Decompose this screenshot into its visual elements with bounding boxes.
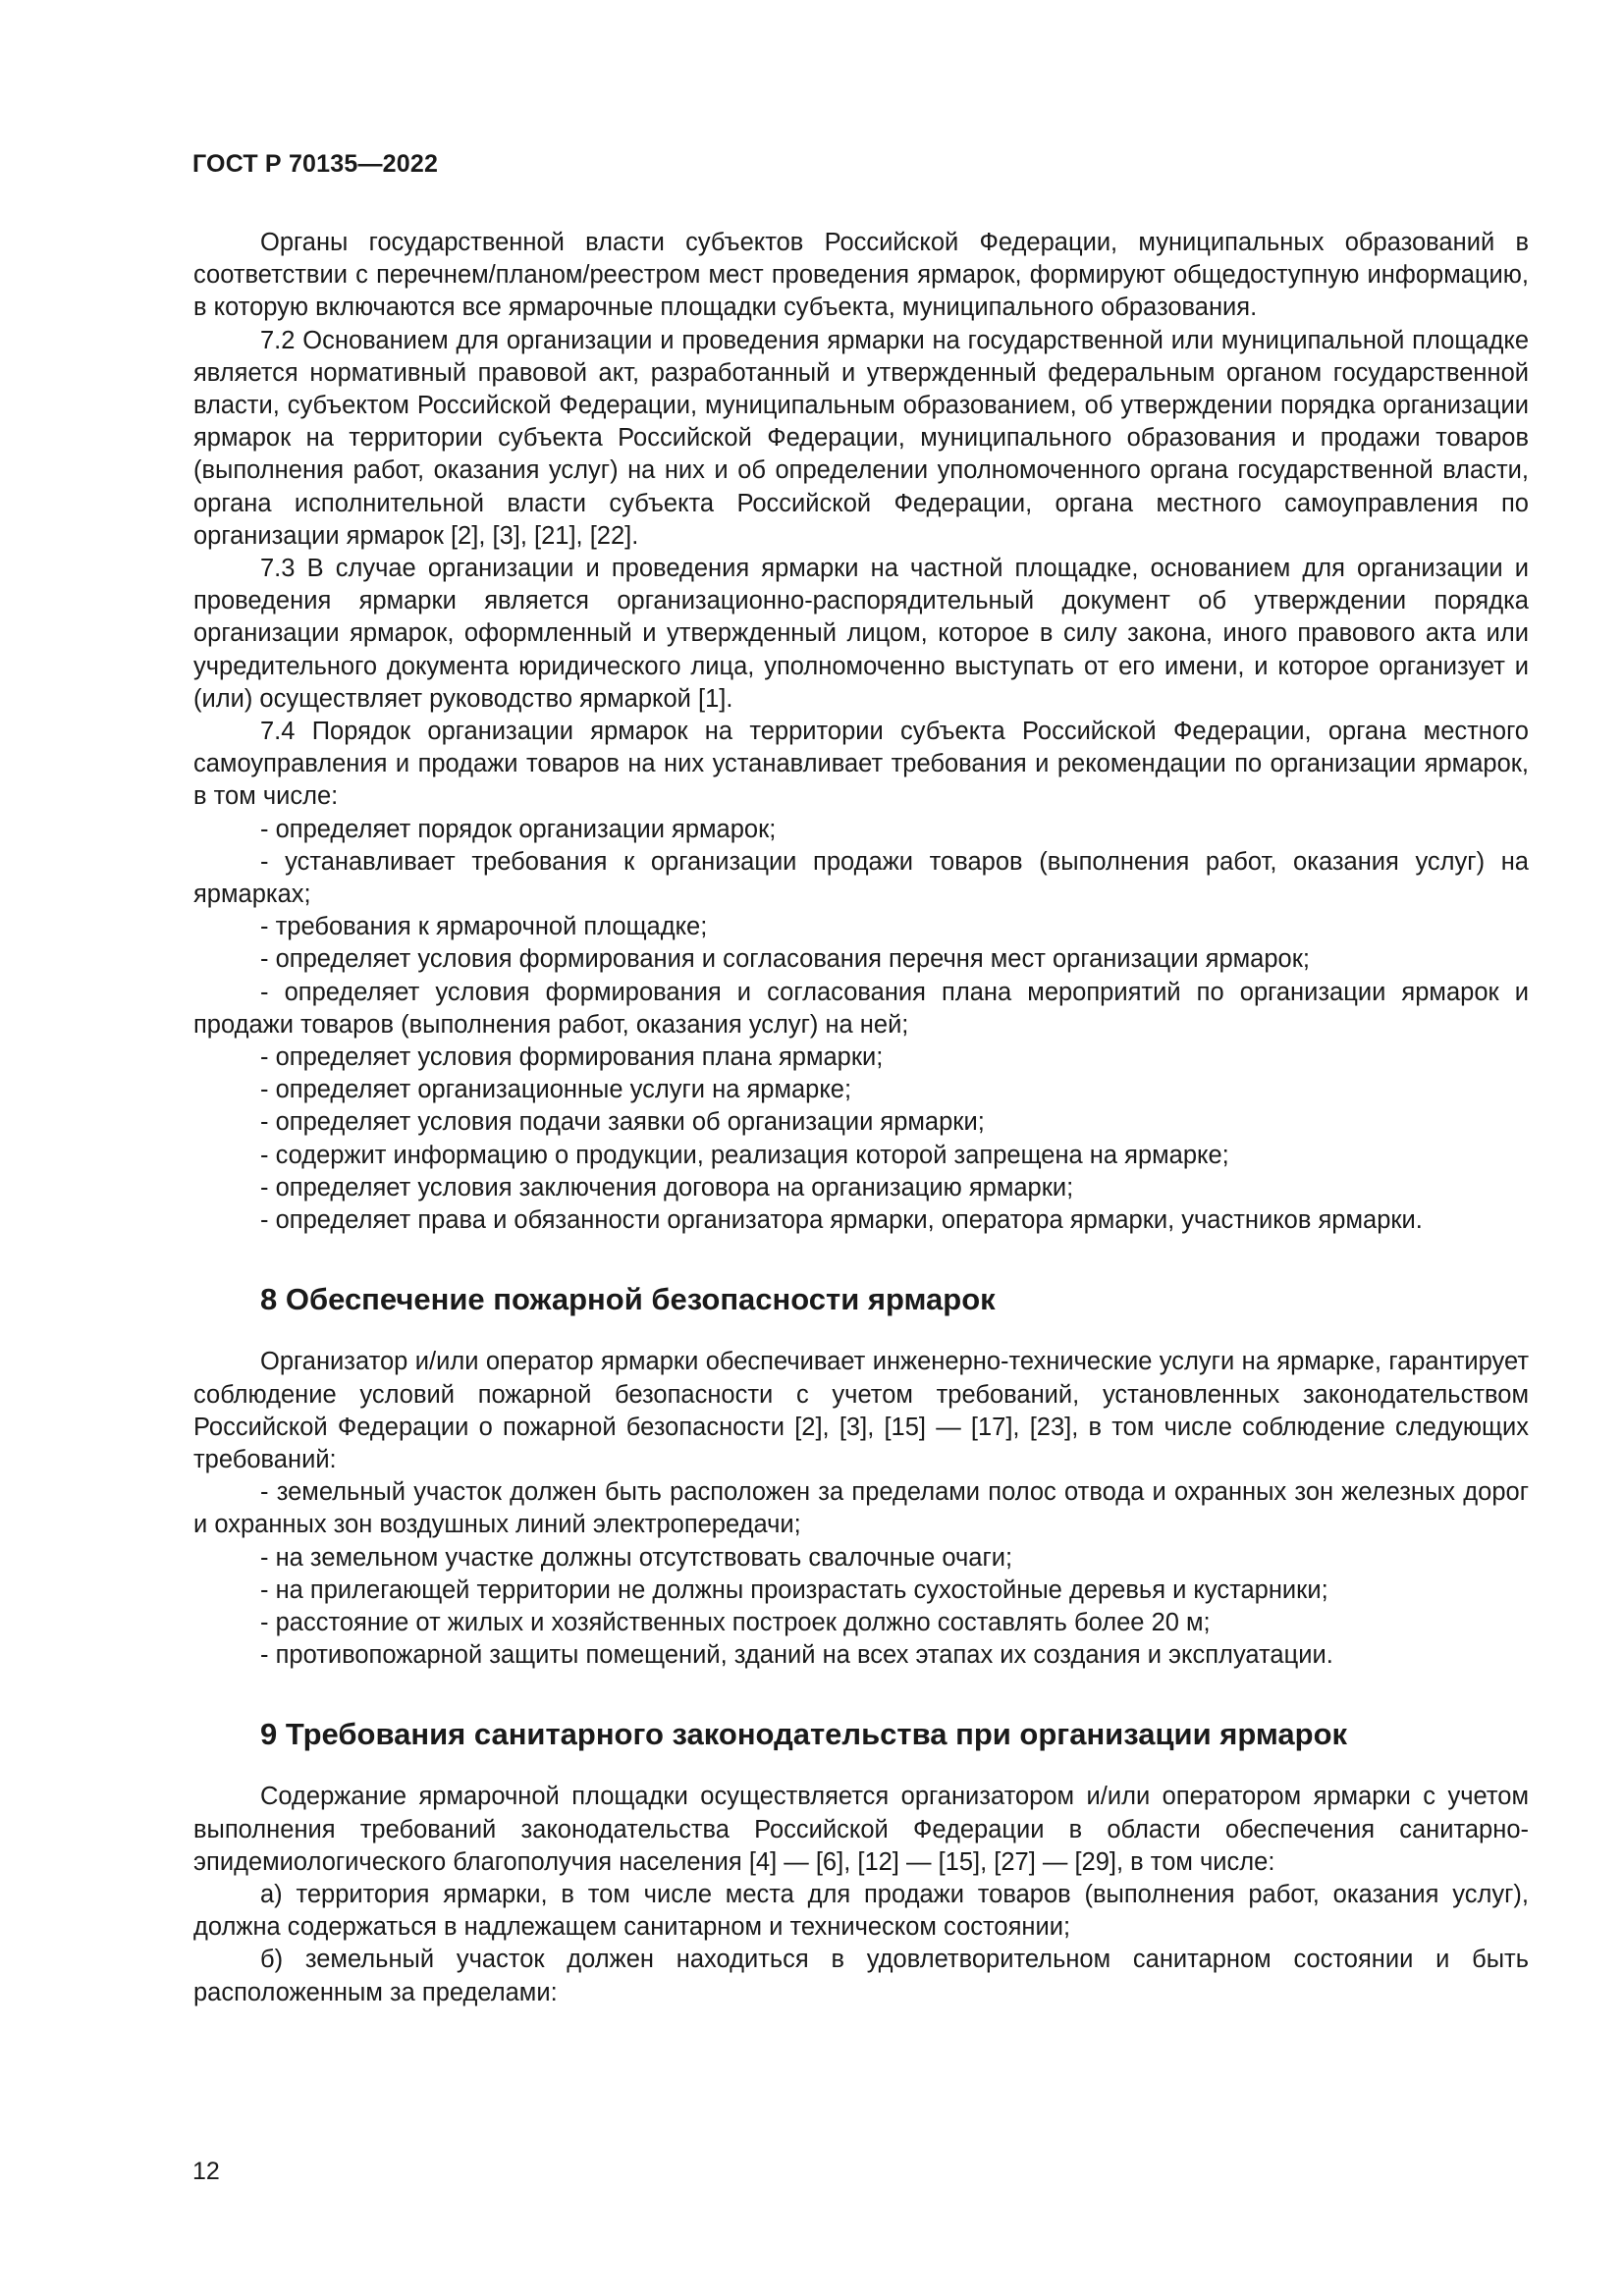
paragraph-7-2: 7.2 Основанием для организации и проведения ярмарки на государственной или муниципальной площадке является нормативный правовой акт, разработанный и утвержденный федеральным органом государственной власти, субъектом Российской Федерации, муниципальным образованием, об утверждении порядка организации ярмарок на территории субъекта Российской Федерации, муниципального образования и продажи товаров (выполнения работ, оказания услуг) на них и об определении уполномоченного органа государственной власти, органа исполнительной власти субъекта Российской Федерации, органа местного самоуправления по организации ярмарок [2], [3], [21], [22].: [193, 326, 1529, 550]
list-item: - земельный участок должен быть расположен за пределами полос отвода и охранных зон железных дорог и охранных зон воздушных линий электропередачи;: [193, 1478, 1529, 1539]
list-item: - определяет условия заключения договора на организацию ярмарки;: [260, 1173, 1074, 1201]
section-9-heading: 9 Требования санитарного законодательства при организации ярмарок: [260, 1717, 1348, 1752]
section-9-intro: Содержание ярмарочной площадки осуществляется организатором и/или оператором ярмарки с учетом выполнения требований законодательства Российской Федерации в области обеспечения санитарно-эпидемиологического благополучия населения [4] — [6], [12] — [15], [27] — [29], в том числе:: [193, 1783, 1529, 1876]
list-item: - содержит информацию о продукции, реализация которой запрещена на ярмарке;: [260, 1141, 1229, 1169]
list-item: б) земельный участок должен находиться в удовлетворительном санитарном состоянии и быть расположенным за пределами:: [193, 1946, 1529, 2006]
section-8-list: [193, 1476, 1529, 1672]
list-item: - определяет условия подачи заявки об организации ярмарки;: [260, 1108, 985, 1137]
paragraph-intro: Органы государственной власти субъектов Российской Федерации, муниципальных образований в соответствии с перечнем/планом/реестром мест проведения ярмарок, формируют общедоступную информацию, в которую включаются все ярмарочные площадки субъекта, муниципального образования.: [193, 229, 1529, 322]
list-item: - на прилегающей территории не должны произрастать сухостойные деревья и кустарники;: [260, 1575, 1328, 1604]
section-8-intro: Организатор и/или оператор ярмарки обеспечивает инженерно-технические услуги на ярмарке, гарантирует соблюдение условий пожарной безопасности с учетом требований, установленных законодательством Российской Федерации о пожарной безопасности [2], [3], [15] — [17], [23], в том числе соблюдение следующих требований:: [193, 1348, 1529, 1473]
page-number: 12: [192, 2158, 220, 2185]
paragraph-7-4: 7.4 Порядок организации ярмарок на территории субъекта Российской Федерации, органа местного самоуправления и продажи товаров на них устанавливает требования и рекомендации по организации ярмарок, в том числе:: [193, 718, 1529, 811]
list-item: - определяет порядок организации ярмарок;: [260, 815, 777, 843]
list-item: - требования к ярмарочной площадке;: [260, 913, 708, 941]
list-item: - расстояние от жилых и хозяйственных построек должно составлять более 20 м;: [260, 1608, 1211, 1636]
list-item: - определяет условия формирования плана ярмарки;: [260, 1043, 884, 1072]
standard-header: ГОСТ Р 70135—2022: [192, 150, 439, 178]
page-content: [193, 227, 1529, 2009]
list-item: - определяет условия формирования и согласования перечня мест организации ярмарок;: [260, 945, 1310, 974]
list-item: - противопожарной защиты помещений, зданий на всех этапах их создания и эксплуатации.: [260, 1641, 1333, 1670]
list-item: - на земельном участке должны отсутствовать свалочные очаги;: [260, 1543, 1013, 1572]
section-9-list: [193, 1879, 1529, 2009]
list-7-4: [193, 814, 1529, 1238]
list-item: а) территория ярмарки, в том числе места для продажи товаров (выполнения работ, оказания услуг), должна содержаться в надлежащем санитарном и техническом состоянии;: [193, 1880, 1529, 1942]
section-8-heading: 8 Обеспечение пожарной безопасности ярмарок: [260, 1282, 996, 1317]
list-item: - определяет условия формирования и согласования плана мероприятий по организации ярмарок и продажи товаров (выполнения работ, оказания услуг) на ней;: [193, 978, 1529, 1039]
list-item: - устанавливает требования к организации продажи товаров (выполнения работ, оказания услуг) на ярмарках;: [193, 847, 1529, 909]
list-item: - определяет права и обязанности организатора ярмарки, оператора ярмарки, участников ярмарки.: [260, 1206, 1423, 1235]
paragraph-7-3: 7.3 В случае организации и проведения ярмарки на частной площадке, основанием для организации и проведения ярмарки является организационно-распорядительный документ об утверждении порядка организации ярмарок, оформленный и утвержденный лицом, которое в силу закона, иного правового акта или учредительного документа юридического лица, уполномоченно выступать от его имени, и которое организует и (или) осуществляет руководство ярмаркой [1].: [193, 555, 1529, 713]
list-item: - определяет организационные услуги на ярмарке;: [260, 1076, 852, 1104]
